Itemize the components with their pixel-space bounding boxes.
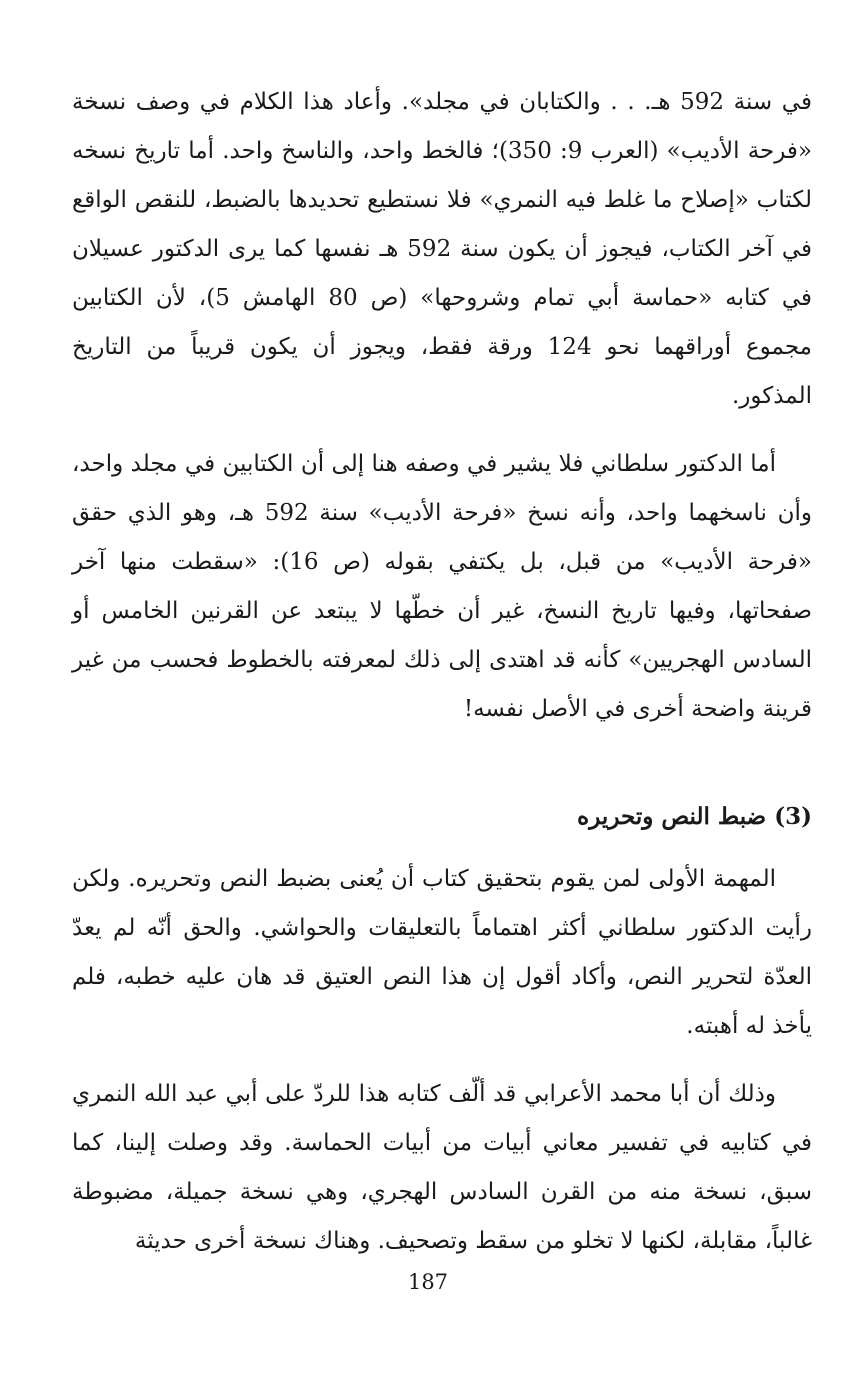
paragraph-2: أما الدكتور سلطاني فلا يشير في وصفه هنا إلى أن الكتابين في مجلد واحد، وأن ناسخهما واحد، وأنه نسخ «فرحة الأديب» سنة 592 هـ، وهو الذي حقق «فرحة الأديب» من قبل، بل يكتفي بقوله (ص 16): «سقطت منها آخر صفحاتها، وفيها تاريخ النسخ، غير أن خطّها لا يبتعد عن القرنين الخامس أو السادس الهجريين» كأنه قد اهتدى إلى ذلك لمعرفته بالخطوط فحسب من غير قرينة واضحة أخرى في الأصل نفسه! — [72, 451, 812, 722]
paragraph-3: المهمة الأولى لمن يقوم بتحقيق كتاب أن يُعنى بضبط النص وتحريره. ولكن رأيت الدكتور سلطاني أكثر اهتماماً بالتعليقات والحواشي. والحق أنّه لم يعدّ العدّة لتحرير النص، وأكاد أقول إن هذا النص العتيق قد هان عليه خطبه، فلم يأخذ له أهبته. — [72, 866, 812, 1039]
paragraph-4: وذلك أن أبا محمد الأعرابي قد ألّف كتابه هذا للردّ على أبي عبد الله النمري في كتابيه في تفسير معاني أبيات من أبيات الحماسة. وقد وصلت إلينا، كما سبق، نسخة منه من القرن السادس الهجري، وهي نسخة جميلة، مضبوطة غالباً، مقابلة، لكنها لا تخلو من سقط وتصحيف. وهناك نسخة أخرى حديثة — [72, 1081, 812, 1254]
page-body — [72, 78, 812, 1266]
page-number: 187 — [407, 1270, 449, 1294]
paragraph-1: في سنة 592 هـ. . . والكتابان في مجلد». وأعاد هذا الكلام في وصف نسخة «فرحة الأديب» (العرب 9: 350)؛ فالخط واحد، والناسخ واحد. أما تاريخ نسخه لكتاب «إصلاح ما غلط فيه النمري» فلا نستطيع تحديدها بالضبط، للنقص الواقع في آخر الكتاب، فيجوز أن يكون سنة 592 هـ نفسها كما يرى الدكتور عسيلان في كتابه «حماسة أبي تمام وشروحها» (ص 80 الهامش 5)، لأن الكتابين مجموع أوراقهما نحو 124 ورقة فقط، ويجوز أن يكون قريباً من التاريخ المذكور. — [72, 89, 812, 409]
section-heading: (3) ضبط النص وتحريره — [577, 803, 812, 830]
